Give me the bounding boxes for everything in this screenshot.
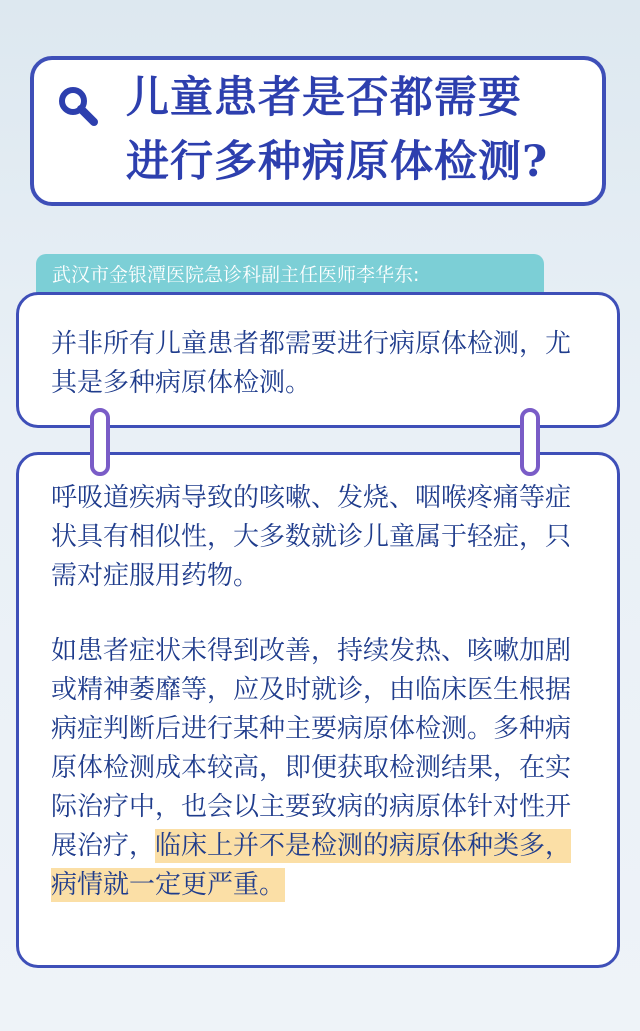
title-box: [30, 56, 606, 206]
answer-card-detail: [16, 452, 620, 968]
answer-detail-paragraph-2-text: 如患者症状未得到改善，持续发热、咳嗽加剧或精神萎靡等，应及时就诊，由临床医生根据病症判断后进行某种主要病原体检测。多种病原体检测成本较高，即便获取检测结果，在实际治疗中，也会以主要致病的病原体针对性开展治疗，: [51, 636, 572, 861]
answer-detail-paragraph-2: [51, 632, 589, 905]
binder-ring-left: [90, 408, 110, 476]
page-title-line-1: 儿童患者是否都需要: [126, 73, 522, 123]
highlighted-conclusion: 临床上并不是检测的病原体种类多，病情就一定更严重。: [51, 831, 572, 900]
speaker-label: 武汉市金银潭医院急诊科副主任医师李华东:: [52, 264, 420, 286]
binder-ring-right: [520, 408, 540, 476]
page-title-line-2: 进行多种病原体检测?: [126, 137, 549, 187]
answer-detail-paragraph-1: 呼吸道疾病导致的咳嗽、发烧、咽喉疼痛等症状具有相似性，大多数就诊儿童属于轻症，只需对症服用药物。: [51, 483, 572, 591]
answer-summary-text: 并非所有儿童患者都需要进行病原体检测，尤其是多种病原体检测。: [51, 329, 572, 398]
speaker-tab: [36, 254, 544, 294]
search-icon: [56, 84, 100, 128]
